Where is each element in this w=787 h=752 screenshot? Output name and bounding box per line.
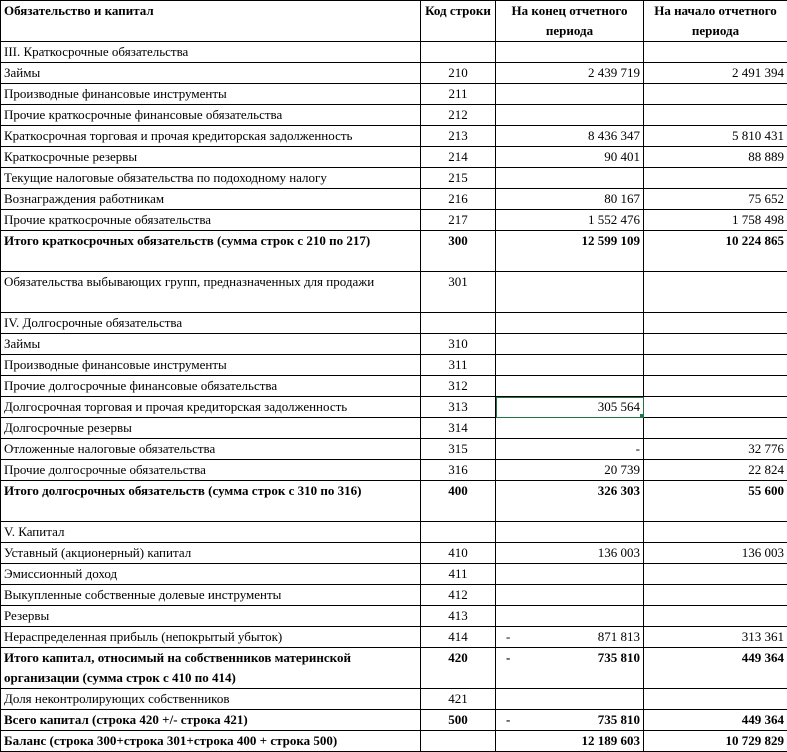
cell-name[interactable]: Производные финансовые инструменты — [1, 355, 421, 376]
cell-name[interactable]: Прочие краткосрочные обязательства — [1, 210, 421, 231]
table-row — [1, 126, 787, 147]
cell-code[interactable]: 310 — [421, 334, 496, 355]
table-row — [1, 585, 787, 606]
cell-code[interactable]: 214 — [421, 147, 496, 168]
cell-end-period[interactable] — [496, 272, 644, 313]
cell-name[interactable]: V. Капитал — [1, 522, 421, 543]
end-value: 20 739 — [604, 462, 640, 477]
table-row — [1, 397, 787, 418]
cell-start-period[interactable]: 75 652 — [644, 189, 787, 210]
cell-start-period[interactable] — [644, 689, 787, 710]
minus-sign: - — [506, 648, 510, 668]
cell-end-period[interactable] — [496, 418, 644, 439]
cell-name[interactable]: Уставный (акционерный) капитал — [1, 543, 421, 564]
cell-end-period[interactable] — [496, 585, 644, 606]
cell-end-period[interactable] — [496, 481, 644, 522]
cell-start-period[interactable] — [644, 564, 787, 585]
table-row — [1, 522, 787, 543]
cell-name[interactable]: Всего капитал (строка 420 +/- строка 421) — [1, 710, 421, 731]
cell-end-period[interactable] — [496, 105, 644, 126]
end-value: - — [636, 441, 640, 456]
cell-code[interactable]: 412 — [421, 585, 496, 606]
cell-start-period[interactable] — [644, 585, 787, 606]
cell-end-period[interactable] — [496, 42, 644, 63]
cell-start-period[interactable] — [644, 376, 787, 397]
cell-start-period[interactable]: 313 361 — [644, 627, 787, 648]
cell-name[interactable]: Займы — [1, 334, 421, 355]
table-row — [1, 710, 787, 731]
cell-name[interactable]: Краткосрочная торговая и прочая кредиторская задолженность — [1, 126, 421, 147]
cell-start-period[interactable]: 136 003 — [644, 543, 787, 564]
cell-code[interactable]: 300 — [421, 231, 496, 272]
cell-start-period[interactable] — [644, 168, 787, 189]
cell-name[interactable]: Прочие долгосрочные обязательства — [1, 460, 421, 481]
table-row — [1, 376, 787, 397]
end-value: 326 303 — [598, 483, 640, 498]
cell-name[interactable]: Выкупленные собственные долевые инструменты — [1, 585, 421, 606]
cell-name[interactable]: Резервы — [1, 606, 421, 627]
cell-end-period[interactable] — [496, 439, 644, 460]
cell-end-period[interactable] — [496, 522, 644, 543]
end-value: 305 564 — [598, 399, 640, 414]
end-value: 871 813 — [598, 629, 640, 644]
cell-name[interactable]: Прочие долгосрочные финансовые обязательства — [1, 376, 421, 397]
table-row — [1, 418, 787, 439]
cell-name[interactable]: Баланс (строка 300+строка 301+строка 400 + строка 500) — [1, 731, 421, 752]
cell-code[interactable]: 213 — [421, 126, 496, 147]
cell-end-period[interactable] — [496, 731, 644, 752]
table-row — [1, 689, 787, 710]
cell-code[interactable]: 311 — [421, 355, 496, 376]
cell-code[interactable] — [421, 313, 496, 334]
cell-start-period[interactable] — [644, 397, 787, 418]
table-row — [1, 731, 787, 752]
cell-start-period[interactable]: 10 224 865 — [644, 231, 787, 272]
cell-end-period[interactable] — [496, 231, 644, 272]
cell-name[interactable]: Долгосрочная торговая и прочая кредиторская задолженность — [1, 397, 421, 418]
cell-end-period[interactable] — [496, 147, 644, 168]
header-end-period[interactable]: На конец отчетного периода — [496, 1, 644, 42]
cell-name[interactable]: Вознаграждения работникам — [1, 189, 421, 210]
cell-code[interactable]: 211 — [421, 84, 496, 105]
cell-start-period[interactable] — [644, 313, 787, 334]
cell-code[interactable]: 314 — [421, 418, 496, 439]
cell-code[interactable]: 421 — [421, 689, 496, 710]
table-row — [1, 189, 787, 210]
cell-code[interactable]: 400 — [421, 481, 496, 522]
cell-start-period[interactable]: 2 491 394 — [644, 63, 787, 84]
end-value: 735 810 — [598, 712, 640, 727]
cell-start-period[interactable]: 55 600 — [644, 481, 787, 522]
cell-end-period[interactable] — [496, 168, 644, 189]
cell-code[interactable]: 216 — [421, 189, 496, 210]
table-row — [1, 42, 787, 63]
cell-code[interactable]: 500 — [421, 710, 496, 731]
cell-code[interactable]: 217 — [421, 210, 496, 231]
cell-end-period[interactable] — [496, 564, 644, 585]
end-value: 136 003 — [598, 545, 640, 560]
cell-start-period[interactable]: 449 364 — [644, 710, 787, 731]
cell-end-period[interactable] — [496, 376, 644, 397]
cell-start-period[interactable]: 1 758 498 — [644, 210, 787, 231]
table-row — [1, 439, 787, 460]
cell-name[interactable]: Итого капитал, относимый на собственников материнской организации (сумма строк с 410 по 414) — [1, 648, 421, 689]
minus-sign: - — [506, 710, 510, 730]
cell-end-period[interactable] — [496, 313, 644, 334]
cell-end-period[interactable] — [496, 63, 644, 84]
cell-code[interactable]: 315 — [421, 439, 496, 460]
minus-sign: - — [506, 627, 510, 647]
cell-code[interactable] — [421, 731, 496, 752]
cell-name[interactable]: IV. Долгосрочные обязательства — [1, 313, 421, 334]
cell-end-period[interactable] — [496, 355, 644, 376]
cell-name[interactable]: Эмиссионный доход — [1, 564, 421, 585]
cell-start-period[interactable]: 449 364 — [644, 648, 787, 689]
cell-name[interactable]: Доля неконтролирующих собственников — [1, 689, 421, 710]
table-row — [1, 481, 787, 522]
table-row — [1, 564, 787, 585]
cell-end-period[interactable] — [496, 126, 644, 147]
table-row — [1, 627, 787, 648]
end-value: 8 436 347 — [588, 128, 640, 143]
table-row — [1, 63, 787, 84]
cell-end-period[interactable] — [496, 189, 644, 210]
end-value: 12 599 109 — [582, 233, 641, 248]
cell-end-period[interactable] — [496, 710, 644, 731]
cell-start-period[interactable] — [644, 272, 787, 313]
cell-name[interactable]: Краткосрочные резервы — [1, 147, 421, 168]
cell-end-period[interactable] — [496, 543, 644, 564]
cell-name[interactable]: Итого краткосрочных обязательств (сумма строк с 210 по 217) — [1, 231, 421, 272]
table-row — [1, 355, 787, 376]
table-row — [1, 543, 787, 564]
cell-code[interactable] — [421, 522, 496, 543]
cell-name[interactable]: Обязательства выбывающих групп, предназначенных для продажи — [1, 272, 421, 313]
cell-code[interactable]: 301 — [421, 272, 496, 313]
cell-name[interactable]: Итого долгосрочных обязательств (сумма строк с 310 по 316) — [1, 481, 421, 522]
table-row — [1, 460, 787, 481]
cell-end-period[interactable] — [496, 689, 644, 710]
cell-end-period[interactable] — [496, 397, 644, 418]
cell-code[interactable] — [421, 42, 496, 63]
cell-end-period[interactable] — [496, 84, 644, 105]
cell-name[interactable]: Производные финансовые инструменты — [1, 84, 421, 105]
cell-start-period[interactable]: 5 810 431 — [644, 126, 787, 147]
cell-end-period[interactable] — [496, 606, 644, 627]
end-value: 80 167 — [604, 191, 640, 206]
cell-code[interactable]: 420 — [421, 648, 496, 689]
cell-code[interactable]: 212 — [421, 105, 496, 126]
table-row — [1, 84, 787, 105]
cell-end-period[interactable] — [496, 648, 644, 689]
table-row — [1, 231, 787, 272]
cell-code[interactable]: 210 — [421, 63, 496, 84]
cell-name[interactable]: III. Краткосрочные обязательства — [1, 42, 421, 63]
table-row — [1, 168, 787, 189]
cell-start-period[interactable] — [644, 522, 787, 543]
cell-code[interactable]: 312 — [421, 376, 496, 397]
end-value: 2 439 719 — [588, 65, 640, 80]
cell-start-period[interactable] — [644, 418, 787, 439]
cell-start-period[interactable] — [644, 84, 787, 105]
end-value: 12 189 603 — [582, 733, 641, 748]
header-row — [1, 1, 787, 42]
cell-end-period[interactable] — [496, 334, 644, 355]
cell-start-period[interactable]: 10 729 829 — [644, 731, 787, 752]
table-row — [1, 334, 787, 355]
table-row — [1, 147, 787, 168]
table-row — [1, 272, 787, 313]
cell-code[interactable]: 411 — [421, 564, 496, 585]
cell-code[interactable]: 413 — [421, 606, 496, 627]
table-row — [1, 210, 787, 231]
cell-start-period[interactable]: 22 824 — [644, 460, 787, 481]
cell-start-period[interactable] — [644, 606, 787, 627]
cell-name[interactable]: Долгосрочные резервы — [1, 418, 421, 439]
cell-start-period[interactable] — [644, 334, 787, 355]
cell-start-period[interactable] — [644, 42, 787, 63]
cell-start-period[interactable] — [644, 105, 787, 126]
cell-name[interactable]: Текущие налоговые обязательства по подоходному налогу — [1, 168, 421, 189]
cell-start-period[interactable] — [644, 355, 787, 376]
cell-name[interactable]: Прочие краткосрочные финансовые обязательства — [1, 105, 421, 126]
cell-code[interactable]: 414 — [421, 627, 496, 648]
cell-end-period[interactable] — [496, 627, 644, 648]
cell-end-period[interactable] — [496, 460, 644, 481]
cell-code[interactable]: 313 — [421, 397, 496, 418]
cell-name[interactable]: Нераспределенная прибыль (непокрытый убыток) — [1, 627, 421, 648]
header-name[interactable]: Обязательство и капитал — [1, 1, 421, 42]
table-row — [1, 606, 787, 627]
cell-end-period[interactable] — [496, 210, 644, 231]
cell-code[interactable]: 215 — [421, 168, 496, 189]
cell-code[interactable]: 410 — [421, 543, 496, 564]
table-row — [1, 648, 787, 689]
cell-name[interactable]: Займы — [1, 63, 421, 84]
end-value: 735 810 — [598, 650, 640, 665]
cell-start-period[interactable]: 32 776 — [644, 439, 787, 460]
end-value: 1 552 476 — [588, 212, 640, 227]
cell-start-period[interactable]: 88 889 — [644, 147, 787, 168]
cell-code[interactable]: 316 — [421, 460, 496, 481]
end-value: 90 401 — [604, 149, 640, 164]
table-row — [1, 313, 787, 334]
header-start-period[interactable]: На начало отчетного периода — [644, 1, 787, 42]
cell-name[interactable]: Отложенные налоговые обязательства — [1, 439, 421, 460]
header-code[interactable]: Код строки — [421, 1, 496, 42]
table-row — [1, 105, 787, 126]
